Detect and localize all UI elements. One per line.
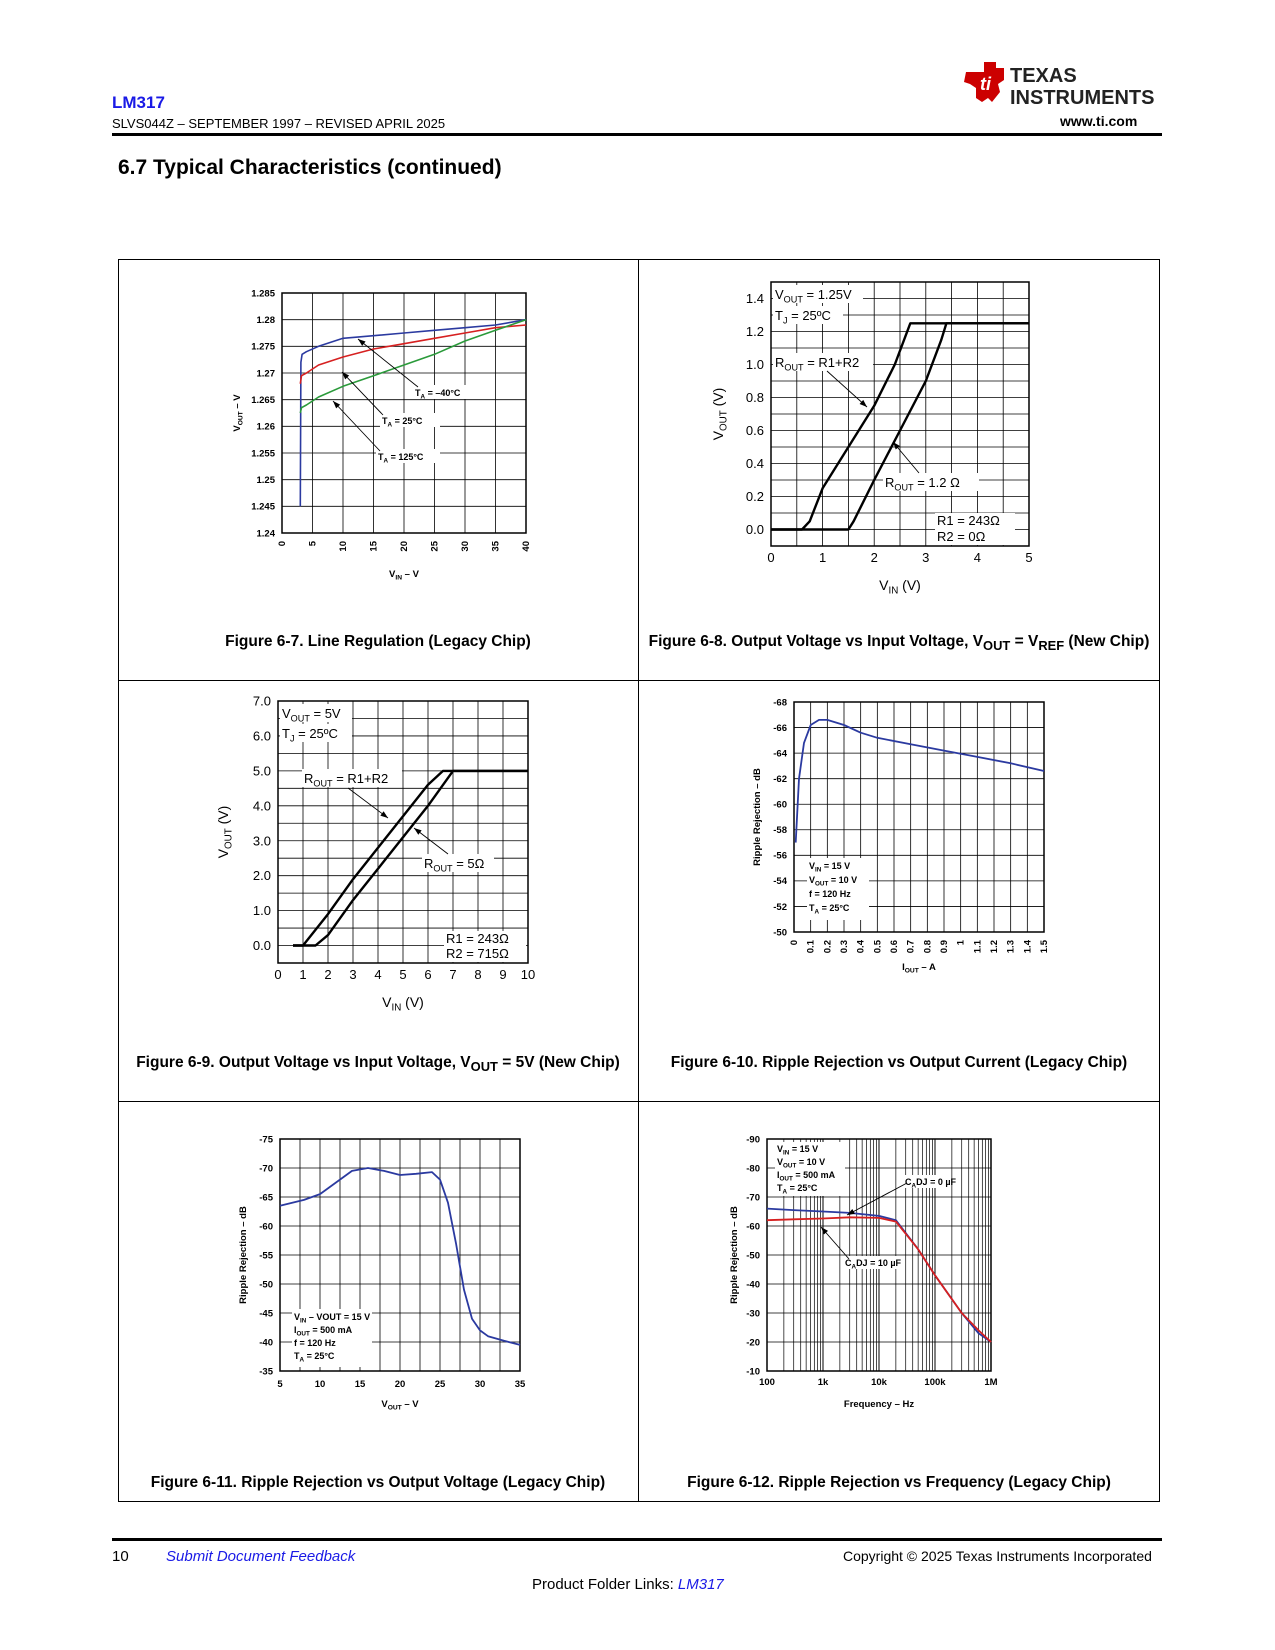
annotation-label: $V_{IN} = 15$ V <box>777 1144 819 1157</box>
logo-text-texas: TEXAS <box>1010 65 1077 87</box>
y-tick-label: 4.0 <box>252 798 271 814</box>
y-tick-label: 1.26 <box>256 421 275 433</box>
product-folder-link[interactable]: LM317 <box>677 1576 724 1593</box>
series-line-1 <box>796 720 1044 843</box>
x-axis-label: $V_{IN}$ (V) <box>879 577 921 597</box>
annotation-arrowhead <box>414 828 422 835</box>
x-tick-label: 15 <box>368 541 380 552</box>
x-tick-label: 25 <box>434 1379 446 1390</box>
y-tick-label: 0.0 <box>745 522 764 538</box>
annotation-label: $V_{OUT} = 1.25V$ <box>775 287 852 305</box>
x-tick-label: 0 <box>789 940 800 946</box>
x-tick-label: 1 <box>299 967 307 982</box>
y-tick-label: -90 <box>746 1134 760 1146</box>
annotation-label: $R_{OUT} = R1+R2$ <box>304 771 389 789</box>
website-link[interactable]: www.ti.com <box>1060 113 1138 129</box>
y-tick-label: -60 <box>773 799 787 811</box>
annotation-label: $R_{OUT} = 1.2$ Ω <box>885 475 960 493</box>
annotation-label: $T_A = 25^\circ C$ <box>777 1183 818 1196</box>
annotation-label: $T_J$ = 25ºC <box>282 726 338 744</box>
x-axis-label: Frequency – Hz <box>843 1399 915 1410</box>
svg-text:ti: ti <box>980 74 991 94</box>
ti-logo[interactable] <box>960 58 1165 110</box>
x-tick-label: 5 <box>307 541 319 547</box>
series-line-2 <box>300 325 526 384</box>
x-tick-label: 1.4 <box>1022 940 1034 954</box>
caption-fig6-12: Figure 6-12. Ripple Rejection vs Frequency (Legacy Chip) <box>687 1474 1111 1491</box>
annotation-label: $T_A = 25^\circ C$ <box>382 416 423 429</box>
x-tick-label: 5 <box>277 1379 283 1390</box>
x-tick-label: 1.2 <box>989 940 1000 954</box>
x-tick-label: 1.5 <box>1039 940 1050 954</box>
annotation-arrowhead <box>358 339 366 346</box>
chart-fig6-9 <box>118 680 638 1014</box>
chart-fig6-10 <box>639 680 1159 1010</box>
x-tick-label: 20 <box>399 541 410 552</box>
annotation-label: $T_J$ = 25ºC <box>775 308 831 326</box>
annotation-label: $I_{OUT} = 500$ mA <box>777 1170 836 1183</box>
x-tick-label: 1k <box>817 1377 829 1388</box>
x-tick-label: 5 <box>399 967 407 982</box>
annotation-label: $C_ADJ = 10$ µF <box>845 1258 902 1271</box>
y-tick-label: 7.0 <box>252 693 271 709</box>
y-tick-label: 1.25 <box>256 474 275 486</box>
y-tick-label: -62 <box>773 773 787 785</box>
y-tick-label: 1.245 <box>251 501 275 513</box>
annotation-label: $T_A = 125^\circ C$ <box>378 452 424 465</box>
x-tick-label: 30 <box>460 541 471 552</box>
annotation-label: $T_A = -40^\circ C$ <box>415 388 461 401</box>
annotation-label: $V_{IN}$ – VOUT = 15 V <box>294 1312 371 1325</box>
annotation-label: $I_{OUT} = 500$ mA <box>294 1325 353 1338</box>
x-tick-label: 10 <box>338 541 349 552</box>
x-tick-label: 6 <box>424 967 432 982</box>
y-tick-label: -40 <box>259 1337 273 1349</box>
x-tick-label: 0.9 <box>939 940 950 954</box>
x-tick-label: 2 <box>870 550 878 565</box>
x-tick-label: 0 <box>274 967 282 982</box>
y-tick-label: 1.275 <box>251 341 275 353</box>
y-tick-label: -10 <box>746 1366 760 1378</box>
footer-rule <box>112 1538 1162 1541</box>
y-axis-label: $V_{OUT}$ (V) <box>710 387 730 441</box>
y-tick-label: 1.24 <box>256 528 275 540</box>
series-line-3 <box>300 320 526 413</box>
caption-fig6-7: Figure 6-7. Line Regulation (Legacy Chip) <box>225 633 531 650</box>
y-tick-label: 1.28 <box>256 314 275 326</box>
y-tick-label: -52 <box>773 901 787 913</box>
y-tick-label: -50 <box>259 1279 273 1291</box>
y-tick-label: 0.0 <box>252 938 271 954</box>
x-tick-label: 9 <box>499 967 507 982</box>
x-tick-label: 1.1 <box>972 940 984 954</box>
annotation-label: R1 = 243Ω <box>446 931 509 946</box>
x-tick-label: 35 <box>514 1379 526 1390</box>
y-tick-label: -50 <box>773 927 787 939</box>
y-tick-label: -55 <box>259 1250 273 1262</box>
y-tick-label: -35 <box>259 1366 273 1378</box>
logo-text-instruments: INSTRUMENTS <box>1010 87 1155 109</box>
header-rule <box>112 133 1162 136</box>
chart-fig6-12 <box>639 1101 1159 1431</box>
y-tick-label: -80 <box>746 1163 760 1175</box>
caption-fig6-9: Figure 6-9. Output Voltage vs Input Voltage, $V_{OUT} = 5V$ (New Chip) <box>136 1054 620 1075</box>
annotation-label: $V_{OUT} = 10$ V <box>809 875 858 888</box>
y-tick-label: -60 <box>746 1221 760 1233</box>
x-tick-label: 10 <box>520 967 536 982</box>
x-axis-label: $V_{OUT}$ – V <box>381 1399 419 1412</box>
x-tick-label: 3 <box>349 967 357 982</box>
chart-fig6-8 <box>639 259 1159 597</box>
x-tick-label: 20 <box>394 1379 406 1390</box>
y-tick-label: 3.0 <box>252 833 271 849</box>
y-tick-label: -65 <box>259 1192 273 1204</box>
x-tick-label: 1 <box>955 940 967 946</box>
annotation-leader <box>827 371 867 407</box>
y-tick-label: 1.27 <box>256 368 275 380</box>
y-tick-label: -64 <box>773 748 787 760</box>
part-number[interactable]: LM317 <box>112 93 165 112</box>
y-tick-label: 1.265 <box>251 394 275 406</box>
caption-fig6-10: Figure 6-10. Ripple Rejection vs Output Current (Legacy Chip) <box>670 1054 1128 1071</box>
section-title: 6.7 Typical Characteristics (continued) <box>118 156 502 179</box>
x-axis-label: $I_{OUT}$ – A <box>902 962 936 975</box>
annotation-label: f = 120 Hz <box>294 1338 336 1348</box>
x-tick-label: 4 <box>374 967 382 982</box>
y-tick-label: -58 <box>773 825 787 837</box>
page-number: 10 <box>112 1548 129 1565</box>
y-axis-label: $V_{OUT}$ – V <box>232 394 245 432</box>
annotation-label: $V_{OUT} = 10$ V <box>777 1157 826 1170</box>
x-tick-label: 0.6 <box>889 940 900 954</box>
annotation-arrowhead <box>380 811 388 818</box>
x-tick-label: 10 <box>314 1379 326 1390</box>
annotation-label: $C_ADJ = 0$ µF <box>905 1177 957 1190</box>
x-tick-label: 0.1 <box>805 940 817 954</box>
x-tick-label: 0.4 <box>855 940 867 954</box>
x-tick-label: 0.8 <box>922 940 934 954</box>
y-tick-label: 0.2 <box>745 489 764 505</box>
y-tick-label: 0.4 <box>745 456 764 472</box>
annotation-leader <box>342 372 383 415</box>
y-tick-label: -40 <box>746 1279 760 1291</box>
x-tick-label: 5 <box>1025 550 1033 565</box>
x-tick-label: 100 <box>759 1377 775 1388</box>
x-tick-label: 8 <box>474 967 482 982</box>
x-axis-label: $V_{IN}$ (V) <box>382 994 424 1014</box>
y-axis-label: Ripple Rejection – dB <box>729 1206 740 1304</box>
chart-fig6-7 <box>118 259 638 589</box>
y-tick-label: -56 <box>773 850 787 862</box>
y-tick-label: 0.6 <box>745 423 764 439</box>
x-tick-label: 7 <box>449 967 457 982</box>
annotation-label: $T_A = 25^\circ C$ <box>809 903 850 916</box>
x-axis-label: $V_{IN}$ – V <box>389 569 419 582</box>
x-tick-label: 10k <box>871 1377 887 1388</box>
caption-fig6-8: Figure 6-8. Output Voltage vs Input Voltage, $V_{OUT} = V_{REF}$ (New Chip) <box>648 633 1150 654</box>
submit-feedback-link[interactable]: Submit Document Feedback <box>166 1548 356 1565</box>
y-tick-label: -54 <box>773 876 787 888</box>
y-tick-label: -60 <box>259 1221 273 1233</box>
x-tick-label: 0.5 <box>872 940 884 954</box>
y-tick-label: -50 <box>746 1250 760 1262</box>
y-tick-label: 1.0 <box>252 903 271 919</box>
annotation-label: $V_{IN} = 15$ V <box>809 861 851 874</box>
x-tick-label: 0.7 <box>905 940 917 954</box>
y-tick-label: 2.0 <box>252 868 271 884</box>
x-tick-label: 0 <box>277 541 288 547</box>
product-folder-links: Product Folder Links: LM317 <box>532 1576 724 1593</box>
y-tick-label: 1.0 <box>745 357 764 373</box>
x-tick-label: 100k <box>924 1377 946 1388</box>
x-tick-label: 3 <box>922 550 930 565</box>
y-tick-label: 1.4 <box>745 291 764 307</box>
x-tick-label: 0 <box>767 550 775 565</box>
x-tick-label: 0.2 <box>822 940 834 954</box>
annotation-leader <box>847 1183 907 1215</box>
y-tick-label: -70 <box>746 1192 760 1204</box>
y-axis-label: Ripple Rejection – dB <box>238 1206 249 1304</box>
x-tick-label: 1M <box>984 1377 998 1388</box>
y-tick-label: 5.0 <box>252 763 271 779</box>
x-tick-label: 1 <box>818 550 827 565</box>
annotation-label: $R_{OUT} = R1+R2$ <box>775 355 860 373</box>
x-tick-label: 1.3 <box>1005 940 1017 954</box>
annotation-label: R1 = 243Ω <box>937 513 1000 528</box>
annotation-label: $T_A = 25^\circ C$ <box>294 1351 335 1364</box>
x-tick-label: 35 <box>490 541 502 552</box>
chart-fig6-11 <box>118 1101 638 1431</box>
copyright: Copyright © 2025 Texas Instruments Incorporated <box>843 1548 1152 1564</box>
x-tick-label: 30 <box>474 1379 486 1390</box>
y-tick-label: -45 <box>259 1308 273 1320</box>
y-tick-label: -75 <box>259 1134 273 1146</box>
y-tick-label: -66 <box>773 722 787 734</box>
x-tick-label: 0.3 <box>839 940 850 954</box>
ti-logo-icon <box>960 58 1165 110</box>
y-tick-label: -70 <box>259 1163 273 1175</box>
annotation-label: $V_{OUT} = 5V$ <box>282 706 341 724</box>
x-tick-label: 25 <box>429 541 441 552</box>
x-tick-label: 15 <box>354 1379 366 1390</box>
annotation-label: $R_{OUT} = 5\Omega$ <box>424 856 485 874</box>
y-tick-label: -68 <box>773 697 787 709</box>
x-tick-label: 2 <box>324 967 332 982</box>
y-tick-label: 1.255 <box>251 448 275 460</box>
annotation-label: f = 120 Hz <box>809 889 851 899</box>
y-tick-label: -20 <box>746 1337 760 1349</box>
y-tick-label: 6.0 <box>252 728 271 744</box>
annotation-label: R2 = 0Ω <box>937 529 986 544</box>
y-tick-label: 1.285 <box>251 288 275 300</box>
y-tick-label: -30 <box>746 1308 760 1320</box>
y-axis-label: $V_{OUT}$ (V) <box>215 805 235 859</box>
document-line: SLVS044Z – SEPTEMBER 1997 – REVISED APRIL 2025 <box>112 116 446 131</box>
y-tick-label: 0.8 <box>745 390 764 406</box>
y-tick-label: 1.2 <box>745 324 764 340</box>
x-tick-label: 40 <box>521 541 532 552</box>
annotation-label: R2 = 715Ω <box>446 946 509 961</box>
x-tick-label: 4 <box>973 550 982 565</box>
caption-fig6-11: Figure 6-11. Ripple Rejection vs Output Voltage (Legacy Chip) <box>150 1474 606 1491</box>
y-axis-label: Ripple Rejection – dB <box>752 768 763 866</box>
